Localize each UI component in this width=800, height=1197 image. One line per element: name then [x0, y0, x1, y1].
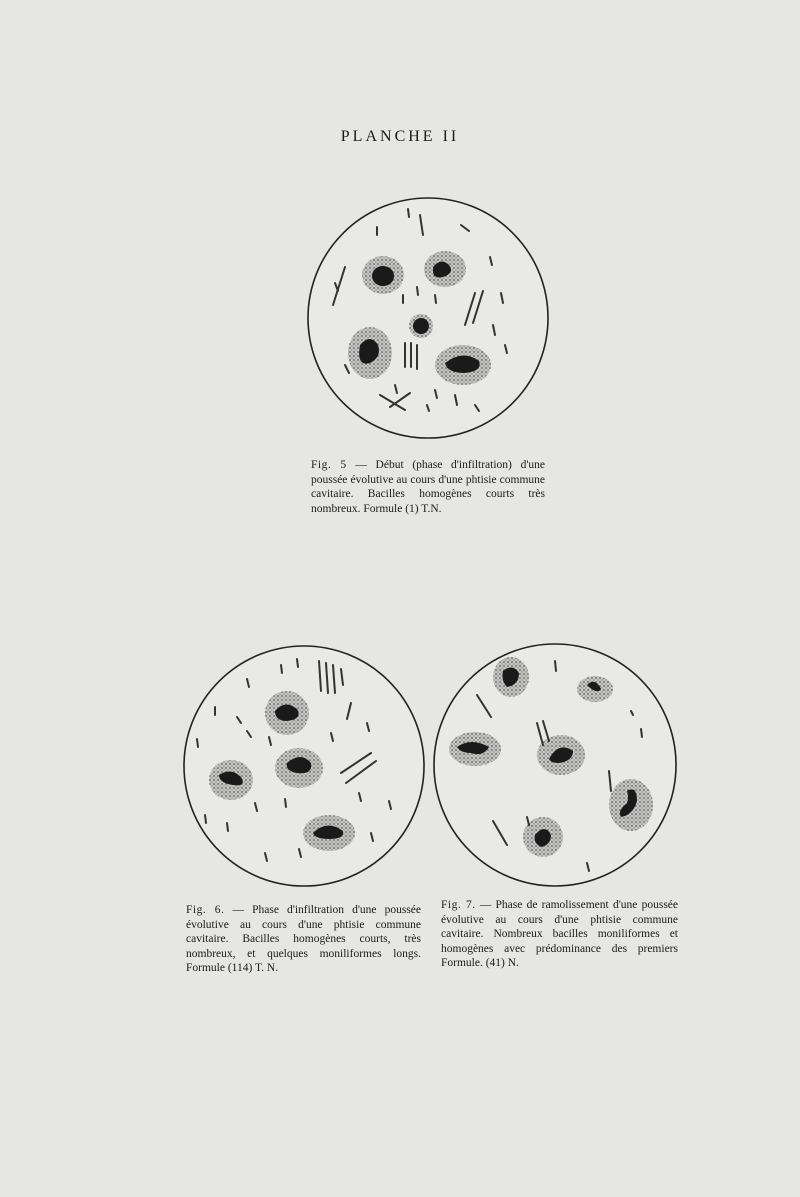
- cell: [435, 345, 491, 385]
- cell: [265, 691, 309, 735]
- figure-5-label: Fig. 5: [311, 459, 347, 471]
- cell: [303, 815, 355, 851]
- cell: [362, 256, 404, 294]
- figure-5-caption-text: — Début (phase d'infiltration) d'une poussée évolutive au cours d'une phtisie commune cavitaire. Bacilles homogènes courts très nombreux. Formule (1) T.N.: [311, 459, 545, 515]
- figure-7-caption-text: — Phase de ramolissement d'une poussée évolutive au cours d'une phtisie commune cavitaire. Nombreux bacilles moniliformes et homogènes avec prédominance des premiers Formule. (41) N.: [441, 899, 679, 969]
- figure-6-label: Fig. 6.: [186, 904, 225, 916]
- figure-6-caption-text: — Phase d'infiltration d'une poussée évolutive au cours d'une phtisie commune cavitaire. Bacilles homogènes courts, très nombreux, et quelques moniliformes longs. Formule (114) T. N.: [186, 904, 422, 974]
- figure-7-caption: [441, 898, 678, 971]
- cell: [577, 676, 613, 702]
- figure-5-micrograph: [305, 195, 551, 441]
- cell: [409, 314, 433, 338]
- figure-6-micrograph: [181, 643, 427, 889]
- plate-title: PLANCHE II: [340, 128, 460, 145]
- figure-7-label: Fig. 7.: [441, 899, 476, 911]
- cell: [537, 735, 585, 775]
- cell: [209, 760, 253, 800]
- figure-7-micrograph: [431, 641, 679, 889]
- cell: [424, 251, 466, 287]
- cell: [348, 327, 392, 379]
- figure-6-caption: [186, 903, 421, 976]
- cell: [493, 657, 529, 697]
- figure-5-caption: [311, 458, 545, 516]
- cell: [609, 779, 653, 831]
- cell: [449, 732, 501, 766]
- cell: [275, 748, 323, 788]
